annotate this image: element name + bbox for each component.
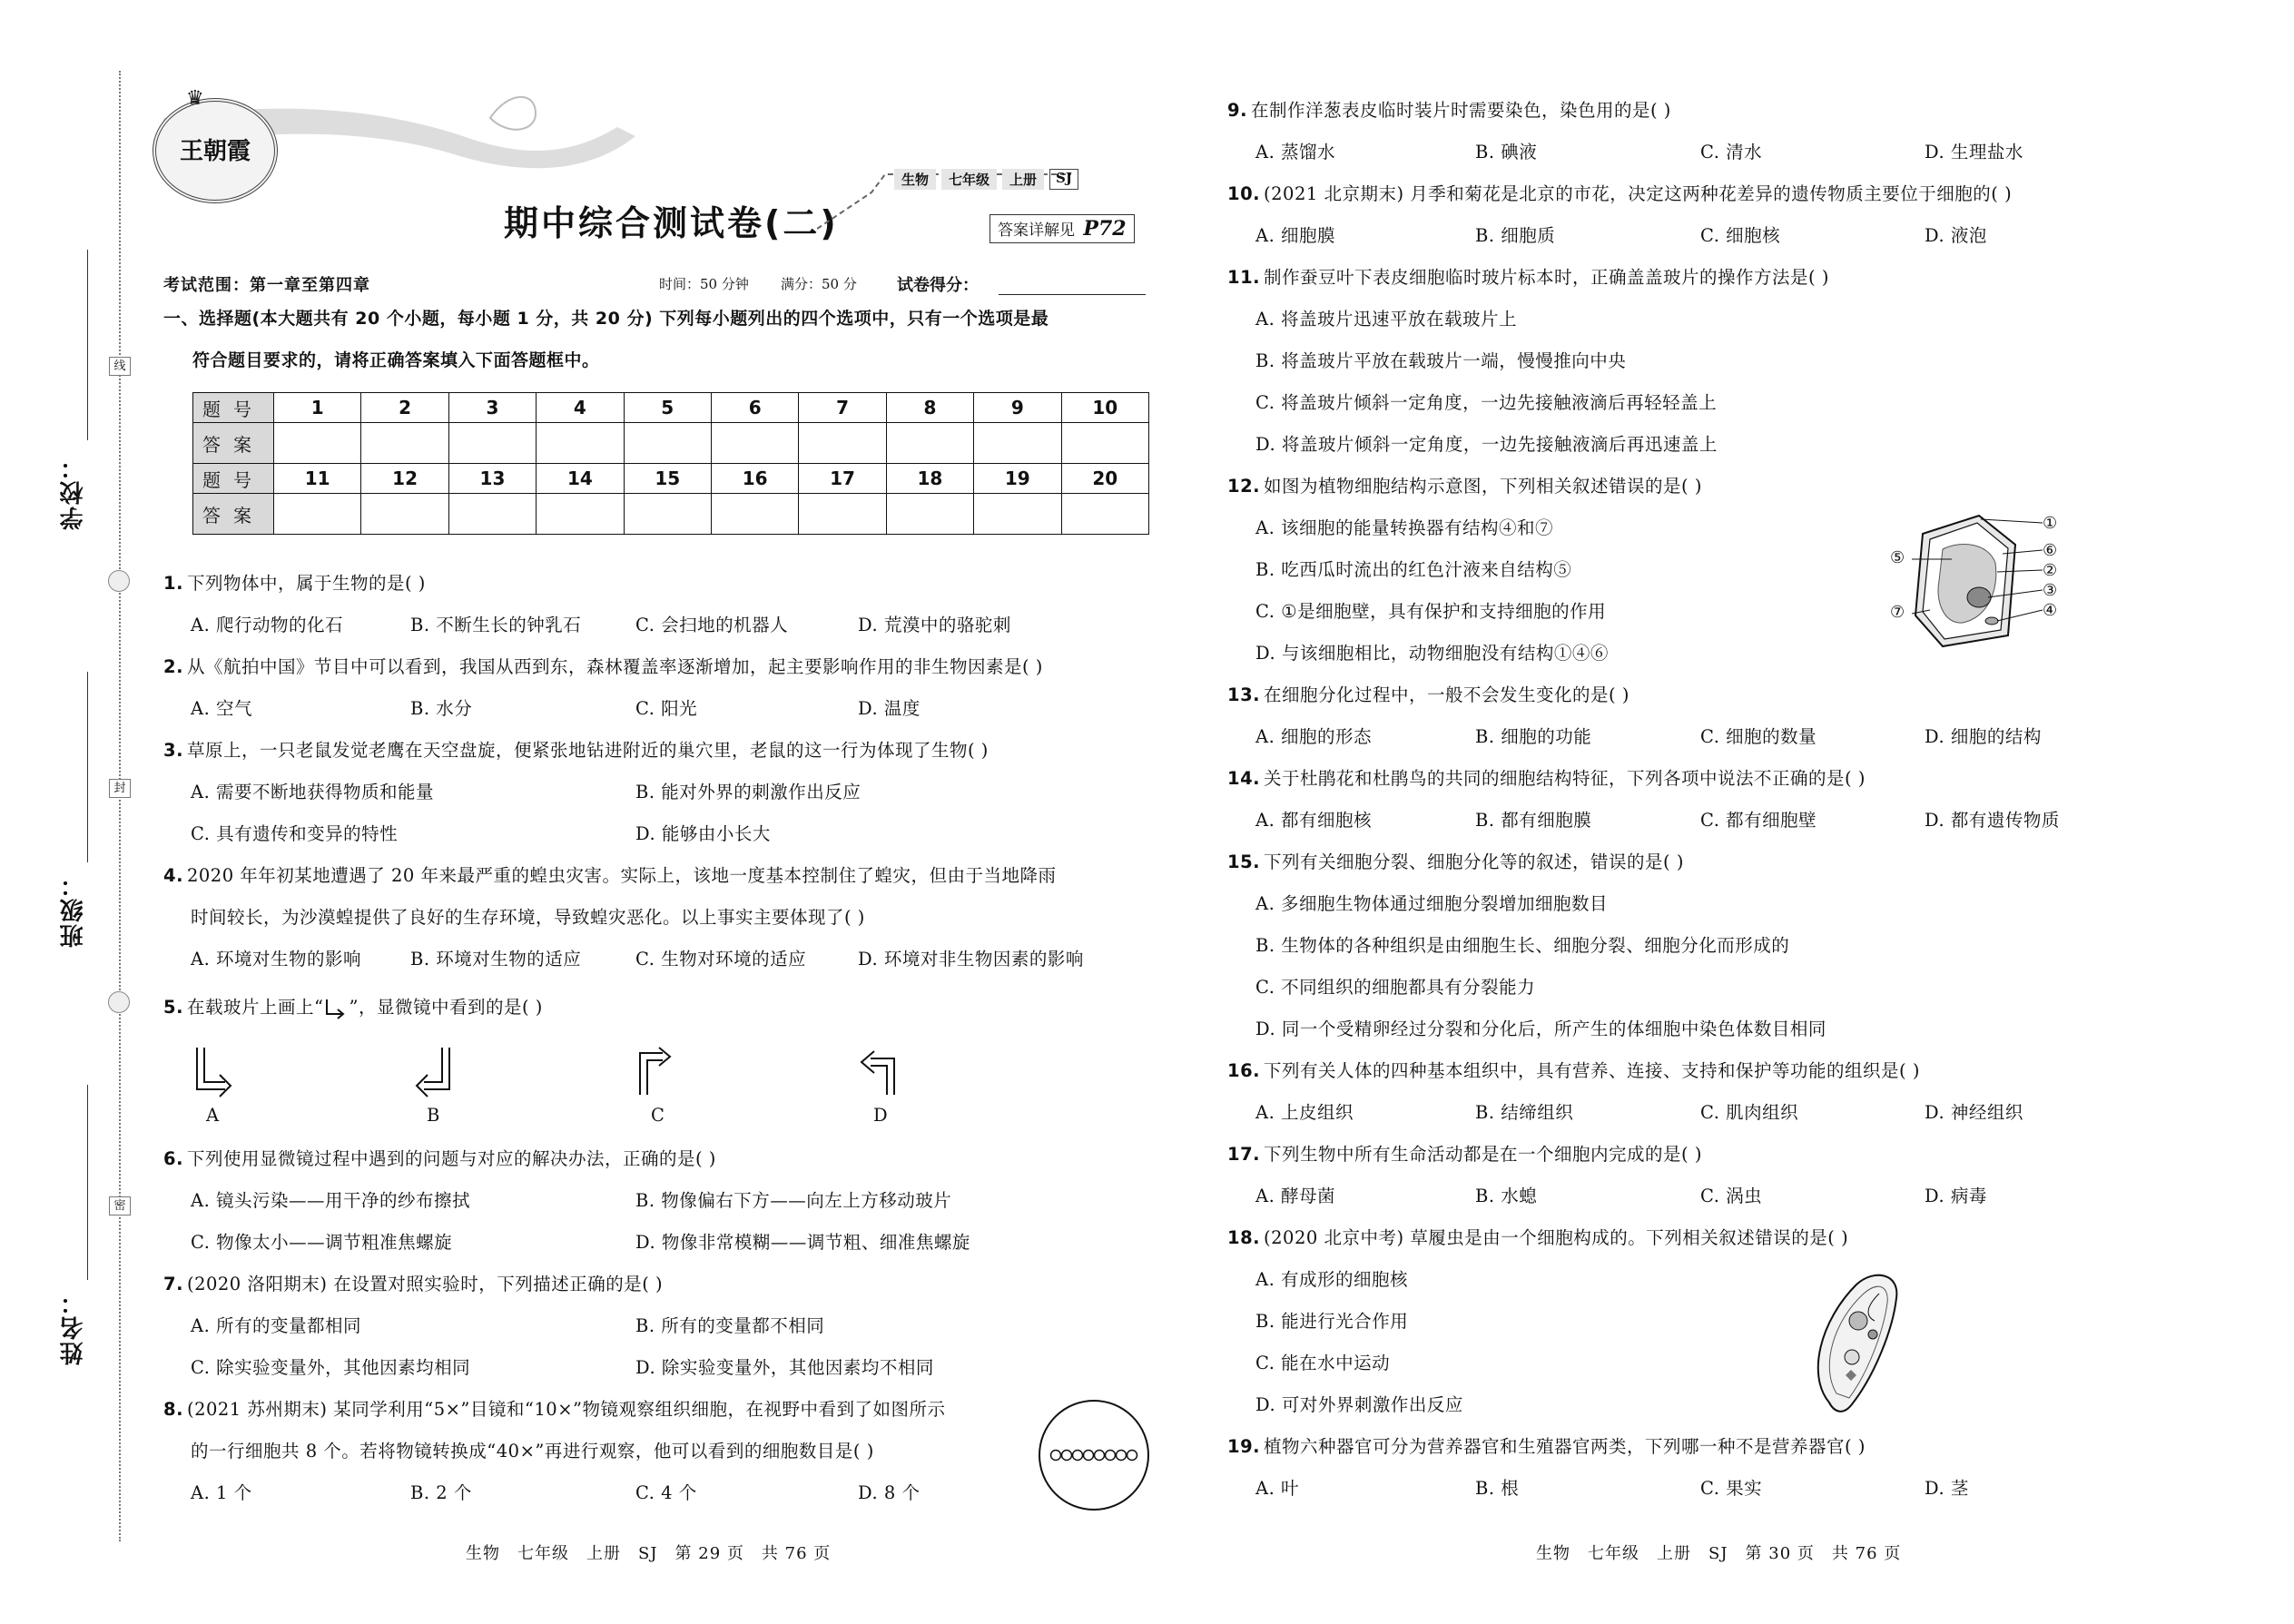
- option[interactable]: C. 会扫地的机器人: [635, 615, 789, 635]
- question-text: (2020 北京中考) 草履虫是由一个细胞构成的。下列相关叙述错误的是( ): [1264, 1227, 1849, 1248]
- option-c-figure[interactable]: [635, 1044, 677, 1098]
- question-number: 12.: [1227, 476, 1261, 497]
- subject-tag: 生物: [894, 169, 936, 190]
- question-text: 关于杜鹃花和杜鹃鸟的共同的细胞结构特征，下列各项中说法不正确的是( ): [1264, 768, 1866, 789]
- logo: [153, 98, 278, 203]
- page-title: 期中综合测试卷(二): [504, 203, 839, 243]
- option[interactable]: D. 神经组织: [1925, 1102, 2023, 1123]
- table-header-ans: 答案: [193, 423, 274, 464]
- question-text: 如图为植物细胞结构示意图，下列相关叙述错误的是( ): [1264, 476, 1702, 497]
- table-header-num: 题号: [193, 464, 274, 494]
- answer-cell[interactable]: [624, 423, 711, 464]
- question-13: [1227, 684, 1629, 707]
- option[interactable]: A. 空气: [191, 698, 252, 719]
- option[interactable]: C. ①是细胞壁，具有保护和支持细胞的作用: [1255, 601, 1607, 622]
- option[interactable]: D. 环境对非生物因素的影响: [858, 949, 1084, 969]
- binding-hole-icon: [108, 991, 130, 1013]
- table-qnum: 14: [537, 464, 624, 494]
- binding-hole-icon: [108, 570, 130, 592]
- option[interactable]: A. 将盖玻片迅速平放在载玻片上: [1255, 309, 1517, 330]
- answer-cell[interactable]: [711, 423, 798, 464]
- answer-cell[interactable]: [799, 423, 886, 464]
- option[interactable]: D. 除实验变量外，其他因素均不相同: [635, 1357, 934, 1378]
- question-text: 2020 年年初某地遭遇了 20 年来最严重的蝗虫灾害。实际上，该地一度基本控制住了蝗灾，但由于当地降雨: [186, 865, 1057, 886]
- option[interactable]: A. 都有细胞核: [1255, 810, 1372, 831]
- seal-mark-line: 线: [109, 357, 131, 376]
- option[interactable]: D. 荒漠中的骆驼刺: [858, 615, 1011, 635]
- question-number: 7.: [163, 1274, 183, 1294]
- table-qnum: 6: [711, 393, 798, 423]
- option[interactable]: A. 叶: [1255, 1478, 1299, 1499]
- school-label: 学校：: [60, 454, 87, 530]
- option[interactable]: D. 物像非常模糊——调节粗、细准焦螺旋: [635, 1232, 970, 1253]
- table-qnum: 20: [1061, 464, 1148, 494]
- option[interactable]: C. 具有遗传和变异的特性: [191, 823, 399, 844]
- class-label: 班级：: [60, 871, 87, 948]
- option[interactable]: D. 8 个: [858, 1482, 921, 1503]
- question-number: 13.: [1227, 684, 1261, 705]
- option[interactable]: C. 不同组织的细胞都具有分裂能力: [1255, 977, 1536, 998]
- table-qnum: 12: [361, 464, 448, 494]
- table-header-num: 题号: [193, 393, 274, 423]
- option[interactable]: A. 上皮组织: [1255, 1102, 1354, 1123]
- option-b-figure[interactable]: [413, 1044, 455, 1098]
- answer-cell[interactable]: [886, 494, 973, 535]
- table-header-ans: 答案: [193, 494, 274, 535]
- question-text: 下列有关细胞分裂、细胞分化等的叙述，错误的是( ): [1264, 851, 1684, 872]
- answer-cell[interactable]: [886, 423, 973, 464]
- option[interactable]: D. 同一个受精卵经过分裂和分化后，所产生的体细胞中染色体数目相同: [1255, 1019, 1826, 1039]
- option[interactable]: A. 镜头污染——用干净的纱布擦拭: [191, 1190, 470, 1211]
- question-number: 11.: [1227, 267, 1261, 288]
- question-number: 17.: [1227, 1144, 1261, 1165]
- answer-ref-page: P72: [1083, 217, 1127, 241]
- question-text: 在制作洋葱表皮临时装片时需要染色，染色用的是( ): [1250, 100, 1671, 121]
- section-instructions-line1: 一、选择题(本大题共有 20 个小题，每小题 1 分，共 20 分) 下列每小题列出的四个选项中，只有一个选项是最: [163, 309, 1049, 329]
- school-blank[interactable]: [87, 250, 88, 440]
- answer-cell[interactable]: [711, 494, 798, 535]
- cell-label-6: ⑥: [2043, 541, 2058, 560]
- question-text: (2021 北京期末) 月季和菊花是北京的市花，决定这两种花差异的遗传物质主要位于细胞的( ): [1264, 183, 2013, 204]
- question-8: [163, 1398, 946, 1422]
- option[interactable]: C. 能在水中运动: [1255, 1353, 1391, 1373]
- plant-cell-figure: [1879, 508, 2061, 654]
- option[interactable]: A. 有成形的细胞核: [1255, 1269, 1408, 1290]
- answer-table: [192, 392, 1149, 535]
- seal-mark-seal: 封: [109, 779, 131, 798]
- option[interactable]: D. 与该细胞相比，动物细胞没有结构①④⑥: [1255, 643, 1609, 664]
- question-number: 19.: [1227, 1436, 1261, 1457]
- option[interactable]: A. 需要不断地获得物质和能量: [191, 782, 434, 802]
- question-text: 下列有关人体的四种基本组织中，具有营养、连接、支持和保护等功能的组织是( ): [1264, 1060, 1920, 1081]
- option[interactable]: C. 细胞核: [1700, 225, 1781, 246]
- table-qnum: 10: [1061, 393, 1148, 423]
- microscope-field-figure: [1035, 1396, 1153, 1514]
- question-text: ”，显微镜中看到的是( ): [349, 997, 543, 1018]
- answer-cell[interactable]: [274, 494, 361, 535]
- question-12: [1227, 475, 1702, 498]
- option[interactable]: B. 物像偏右下方——向左上方移动玻片: [635, 1190, 952, 1211]
- question-2: [163, 655, 1043, 679]
- answer-cell[interactable]: [274, 423, 361, 464]
- answer-cell[interactable]: [799, 494, 886, 535]
- table-qnum: 13: [448, 464, 536, 494]
- question-3: [163, 739, 989, 763]
- exam-scope: 考试范围：第一章至第四章: [163, 276, 370, 295]
- option[interactable]: C. 果实: [1700, 1478, 1763, 1499]
- table-qnum: 19: [974, 464, 1061, 494]
- option[interactable]: C. 阳光: [635, 698, 698, 719]
- option[interactable]: D. 可对外界刺激作出反应: [1255, 1394, 1463, 1415]
- table-qnum: 8: [886, 393, 973, 423]
- option[interactable]: B. 碘液: [1475, 142, 1538, 162]
- question-10: [1227, 182, 2012, 206]
- subject-tags: [894, 169, 1078, 190]
- question-15: [1227, 851, 1684, 874]
- question-18: [1227, 1226, 1848, 1250]
- paramecium-figure: [1802, 1266, 1911, 1421]
- option[interactable]: A. 细胞膜: [1255, 225, 1335, 246]
- option[interactable]: B. 结缔组织: [1475, 1102, 1574, 1123]
- answer-cell[interactable]: [624, 494, 711, 535]
- table-qnum: 2: [361, 393, 448, 423]
- option[interactable]: C. 清水: [1700, 142, 1763, 162]
- answer-cell[interactable]: [361, 423, 448, 464]
- class-blank[interactable]: [87, 672, 88, 862]
- option[interactable]: A. 环境对生物的影响: [191, 949, 361, 969]
- question-14: [1227, 767, 1866, 791]
- answer-cell[interactable]: [448, 494, 536, 535]
- option[interactable]: D. 茎: [1925, 1478, 1969, 1499]
- option[interactable]: A. 该细胞的能量转换器有结构④和⑦: [1255, 517, 1553, 538]
- option[interactable]: B. 都有细胞膜: [1475, 810, 1592, 831]
- option-label: D: [873, 1105, 889, 1126]
- answer-cell[interactable]: [537, 423, 624, 464]
- question-8-cont: 的一行细胞共 8 个。若将物镜转换成“40×”再进行观察，他可以看到的细胞数目是( ): [191, 1441, 874, 1462]
- option[interactable]: B. 细胞质: [1475, 225, 1556, 246]
- option[interactable]: C. 除实验变量外，其他因素均相同: [191, 1357, 471, 1378]
- option[interactable]: D. 液泡: [1925, 225, 1987, 246]
- question-text: 下列使用显微镜过程中遇到的问题与对应的解决办法，正确的是( ): [186, 1148, 716, 1169]
- option[interactable]: C. 4 个: [635, 1482, 697, 1503]
- question-number: 16.: [1227, 1060, 1261, 1081]
- option[interactable]: A. 酵母菌: [1255, 1186, 1335, 1206]
- table-qnum: 16: [711, 464, 798, 494]
- table-qnum: 4: [537, 393, 624, 423]
- question-number: 9.: [1227, 100, 1247, 121]
- option[interactable]: B. 水分: [410, 698, 473, 719]
- option[interactable]: A. 所有的变量都相同: [191, 1315, 361, 1336]
- question-text: 在细胞分化过程中，一般不会发生变化的是( ): [1264, 684, 1629, 705]
- question-19: [1227, 1435, 1866, 1459]
- crown-icon: ♛: [186, 87, 204, 110]
- table-qnum: 18: [886, 464, 973, 494]
- question-4: [163, 864, 1057, 888]
- option[interactable]: C. 肌肉组织: [1700, 1102, 1799, 1123]
- answer-cell[interactable]: [448, 423, 536, 464]
- option[interactable]: B. 环境对生物的适应: [410, 949, 582, 969]
- option[interactable]: D. 生理盐水: [1925, 142, 2023, 162]
- option[interactable]: B. 不断生长的钟乳石: [410, 615, 582, 635]
- grade-tag: 七年级: [941, 169, 997, 190]
- question-number: 1.: [163, 573, 183, 594]
- section-instructions-line2: 符合题目要求的，请将正确答案填入下面答题框中。: [192, 350, 600, 370]
- seal-mark-secret: 密: [109, 1196, 131, 1216]
- answer-cell[interactable]: [974, 423, 1061, 464]
- question-5: [163, 996, 543, 1019]
- option[interactable]: B. 2 个: [410, 1482, 472, 1503]
- answer-ref-label: 答案详解见: [998, 221, 1075, 240]
- name-blank[interactable]: [87, 1085, 88, 1280]
- table-qnum: 1: [274, 393, 361, 423]
- option[interactable]: D. 都有遗传物质: [1925, 810, 2060, 831]
- table-qnum: 17: [799, 464, 886, 494]
- question-7: [163, 1273, 663, 1296]
- question-6: [163, 1147, 716, 1171]
- question-4-cont: 时间较长，为沙漠蝗提供了良好的生存环境，导致蝗灾恶化。以上事实主要体现了( ): [191, 907, 865, 928]
- option[interactable]: D. 能够由小长大: [635, 823, 771, 844]
- answer-cell[interactable]: [537, 494, 624, 535]
- cell-label-1: ①: [2043, 514, 2058, 533]
- question-text: (2020 洛阳期末) 在设置对照实验时，下列描述正确的是( ): [186, 1274, 664, 1294]
- option[interactable]: C. 将盖玻片倾斜一定角度，一边先接触液滴后再轻轻盖上: [1255, 392, 1718, 413]
- edition-tag: SJ: [1049, 169, 1078, 190]
- question-number: 18.: [1227, 1227, 1261, 1248]
- question-number: 3.: [163, 740, 183, 761]
- cell-label-5: ⑤: [1890, 548, 1905, 567]
- question-text: 从《航拍中国》节目中可以看到，我国从西到东，森林覆盖率逐渐增加，起主要影响作用的非生物因素是( ): [186, 656, 1043, 677]
- footer-left: 生物 七年级 上册 SJ 第 29 页 共 76 页: [466, 1544, 832, 1563]
- option[interactable]: B. 将盖玻片平放在载玻片一端，慢慢推向中央: [1255, 350, 1627, 371]
- option[interactable]: D. 温度: [858, 698, 921, 719]
- question-1: [163, 572, 426, 595]
- question-16: [1227, 1059, 1920, 1083]
- question-number: 10.: [1227, 183, 1261, 204]
- table-qnum: 15: [624, 464, 711, 494]
- question-number: 8.: [163, 1399, 183, 1420]
- question-text: 植物六种器官可分为营养器官和生殖器官两类，下列哪一种不是营养器官( ): [1264, 1436, 1866, 1457]
- option[interactable]: D. 将盖玻片倾斜一定角度，一边先接触液滴后再迅速盖上: [1255, 434, 1718, 455]
- table-qnum: 5: [624, 393, 711, 423]
- answer-cell[interactable]: [361, 494, 448, 535]
- question-number: 15.: [1227, 851, 1261, 872]
- option-label: B: [427, 1105, 440, 1126]
- option[interactable]: C. 细胞的数量: [1700, 726, 1817, 747]
- question-text: 在载玻片上画上“: [186, 997, 324, 1018]
- option[interactable]: D. 病毒: [1925, 1186, 1987, 1206]
- option[interactable]: C. 物像太小——调节粗准焦螺旋: [191, 1232, 453, 1253]
- answer-cell[interactable]: [974, 494, 1061, 535]
- option[interactable]: B. 所有的变量都不相同: [635, 1315, 825, 1336]
- score-blank[interactable]: [999, 294, 1146, 295]
- cell-label-2: ②: [2043, 561, 2058, 580]
- question-number: 14.: [1227, 768, 1261, 789]
- answer-ref-box: [989, 214, 1135, 243]
- cell-label-3: ③: [2043, 581, 2058, 600]
- option[interactable]: A. 多细胞生物体通过细胞分裂增加细胞数目: [1255, 893, 1608, 914]
- question-11: [1227, 266, 1829, 290]
- option[interactable]: A. 爬行动物的化石: [191, 615, 343, 635]
- option[interactable]: B. 吃西瓜时流出的红色汁液来自结构⑤: [1255, 559, 1572, 580]
- volume-tag: 上册: [1002, 169, 1044, 190]
- cell-label-7: ⑦: [1890, 603, 1905, 622]
- question-17: [1227, 1143, 1702, 1166]
- question-text: 草原上，一只老鼠发觉老鹰在天空盘旋，便紧张地钻进附近的巢穴里，老鼠的这一行为体现了生物( ): [186, 740, 989, 761]
- question-9: [1227, 99, 1671, 123]
- logo-text: 王朝霞: [179, 138, 251, 165]
- exam-time: 时间：50 分钟: [659, 276, 749, 292]
- option[interactable]: C. 生物对环境的适应: [635, 949, 807, 969]
- arrow-symbol-icon: [323, 998, 349, 1019]
- option[interactable]: D. 细胞的结构: [1925, 726, 2042, 747]
- question-number: 2.: [163, 656, 183, 677]
- question-number: 6.: [163, 1148, 183, 1169]
- option[interactable]: B. 生物体的各种组织是由细胞生长、细胞分裂、细胞分化而形成的: [1255, 935, 1790, 956]
- option-label: C: [651, 1105, 665, 1126]
- option[interactable]: B. 能进行光合作用: [1255, 1311, 1409, 1332]
- binding-dotted-line: [119, 71, 121, 1541]
- table-qnum: 11: [274, 464, 361, 494]
- option[interactable]: A. 1 个: [191, 1482, 252, 1503]
- question-text: 制作蚕豆叶下表皮细胞临时玻片标本时，正确盖盖玻片的操作方法是( ): [1264, 267, 1829, 288]
- cell-label-4: ④: [2043, 601, 2058, 620]
- footer-right: 生物 七年级 上册 SJ 第 30 页 共 76 页: [1536, 1544, 1902, 1563]
- option[interactable]: B. 水螅: [1475, 1186, 1538, 1206]
- option[interactable]: A. 蒸馏水: [1255, 142, 1335, 162]
- option[interactable]: A. 细胞的形态: [1255, 726, 1372, 747]
- option[interactable]: C. 涡虫: [1700, 1186, 1763, 1206]
- table-qnum: 3: [448, 393, 536, 423]
- table-qnum: 7: [799, 393, 886, 423]
- answer-cell[interactable]: [1061, 494, 1148, 535]
- option-a-figure[interactable]: [192, 1044, 234, 1098]
- option[interactable]: C. 都有细胞壁: [1700, 810, 1817, 831]
- option[interactable]: B. 根: [1475, 1478, 1520, 1499]
- question-number: 4.: [163, 865, 183, 886]
- score-label: 试卷得分：: [897, 276, 979, 295]
- option[interactable]: B. 细胞的功能: [1475, 726, 1592, 747]
- table-qnum: 9: [974, 393, 1061, 423]
- question-text: (2021 苏州期末) 某同学利用“5×”目镜和“10×”物镜观察组织细胞，在视野中看到了如图所示: [186, 1399, 946, 1420]
- question-text: 下列生物中所有生命活动都是在一个细胞内完成的是( ): [1264, 1144, 1702, 1165]
- option[interactable]: B. 能对外界的刺激作出反应: [635, 782, 861, 802]
- exam-full-marks: 满分：50 分: [781, 276, 857, 292]
- option-d-figure[interactable]: [858, 1044, 900, 1098]
- question-number: 5.: [163, 997, 183, 1018]
- option-label: A: [206, 1105, 220, 1126]
- answer-cell[interactable]: [1061, 423, 1148, 464]
- name-label: 姓名：: [60, 1289, 87, 1365]
- question-text: 下列物体中，属于生物的是( ): [186, 573, 426, 594]
